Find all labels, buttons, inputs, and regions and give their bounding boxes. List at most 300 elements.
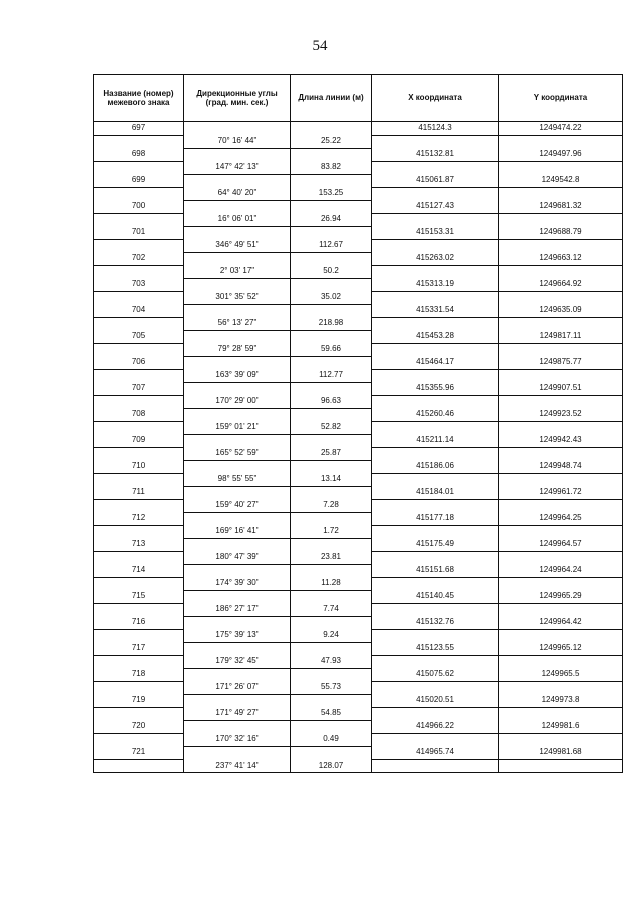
y-coordinate-cell: 1249981.68 <box>499 746 623 759</box>
table-row <box>94 538 623 551</box>
line-length-cell: 112.67 <box>291 239 372 252</box>
point-name-cell: 719 <box>94 694 184 707</box>
y-coordinate-cell: 1249964.25 <box>499 512 623 525</box>
table-row <box>94 187 623 200</box>
point-name-cell: 707 <box>94 382 184 395</box>
y-coordinate-cell: 1249965.29 <box>499 590 623 603</box>
y-coordinate-cell: 1249663.12 <box>499 252 623 265</box>
empty-cell <box>184 746 291 759</box>
x-coordinate-cell: 415123.55 <box>372 642 499 655</box>
y-coordinate-cell: 1249664.92 <box>499 278 623 291</box>
empty-cell <box>372 577 499 590</box>
x-coordinate-cell: 415020.51 <box>372 694 499 707</box>
table-row <box>94 239 623 252</box>
x-coordinate-cell: 415331.54 <box>372 304 499 317</box>
direction-angle-cell: 174° 39' 30" <box>184 577 291 590</box>
empty-cell <box>291 304 372 317</box>
point-name-cell: 720 <box>94 720 184 733</box>
y-coordinate-cell: 1249635.09 <box>499 304 623 317</box>
empty-cell <box>94 759 184 773</box>
direction-angle-cell: 56° 13' 27" <box>184 317 291 330</box>
y-coordinate-cell: 1249961.72 <box>499 486 623 499</box>
x-coordinate-cell: 415153.31 <box>372 226 499 239</box>
x-coordinate-cell: 414965.74 <box>372 746 499 759</box>
direction-angle-cell: 16° 06' 01" <box>184 213 291 226</box>
empty-cell <box>291 226 372 239</box>
direction-angle-cell: 346° 49' 51" <box>184 239 291 252</box>
empty-cell <box>94 499 184 512</box>
table-row <box>94 278 623 291</box>
empty-cell <box>291 356 372 369</box>
point-name-cell: 717 <box>94 642 184 655</box>
table-body <box>94 122 623 773</box>
empty-cell <box>372 473 499 486</box>
y-coordinate-cell: 1249681.32 <box>499 200 623 213</box>
empty-cell <box>291 746 372 759</box>
line-length-cell: 35.02 <box>291 291 372 304</box>
empty-cell <box>94 187 184 200</box>
y-coordinate-cell: 1249923.52 <box>499 408 623 421</box>
point-name-cell: 714 <box>94 564 184 577</box>
empty-cell <box>184 512 291 525</box>
empty-cell <box>372 681 499 694</box>
y-coordinate-cell: 1249497.96 <box>499 148 623 161</box>
empty-cell <box>291 122 372 136</box>
direction-angle-cell: 179° 32' 45" <box>184 655 291 668</box>
line-length-cell: 50.2 <box>291 265 372 278</box>
empty-cell <box>184 200 291 213</box>
table-row <box>94 408 623 421</box>
y-coordinate-cell: 1249942.43 <box>499 434 623 447</box>
empty-cell <box>372 187 499 200</box>
empty-cell <box>94 421 184 434</box>
x-coordinate-cell: 415263.02 <box>372 252 499 265</box>
table-row <box>94 642 623 655</box>
empty-cell <box>291 382 372 395</box>
table-row <box>94 291 623 304</box>
empty-cell <box>184 382 291 395</box>
empty-cell <box>372 759 499 773</box>
table-row <box>94 694 623 707</box>
direction-angle-cell: 70° 16' 44" <box>184 135 291 148</box>
line-length-cell: 153.25 <box>291 187 372 200</box>
x-coordinate-cell: 415211.14 <box>372 434 499 447</box>
point-name-cell: 701 <box>94 226 184 239</box>
empty-cell <box>499 577 623 590</box>
x-coordinate-cell: 415124.3 <box>372 122 499 136</box>
empty-cell <box>291 564 372 577</box>
table-row <box>94 317 623 330</box>
direction-angle-cell: 180° 47' 39" <box>184 551 291 564</box>
table-row <box>94 473 623 486</box>
table-row <box>94 486 623 499</box>
empty-cell <box>184 408 291 421</box>
y-coordinate-cell: 1249964.57 <box>499 538 623 551</box>
point-name-cell: 702 <box>94 252 184 265</box>
empty-cell <box>291 616 372 629</box>
table-row <box>94 174 623 187</box>
table-row <box>94 369 623 382</box>
empty-cell <box>372 655 499 668</box>
empty-cell <box>184 460 291 473</box>
table-row <box>94 603 623 616</box>
empty-cell <box>184 590 291 603</box>
empty-cell <box>94 447 184 460</box>
line-length-cell: 52.82 <box>291 421 372 434</box>
y-coordinate-cell: 1249964.42 <box>499 616 623 629</box>
point-name-cell: 721 <box>94 746 184 759</box>
empty-cell <box>372 213 499 226</box>
line-length-cell: 25.87 <box>291 447 372 460</box>
y-coordinate-cell: 1249875.77 <box>499 356 623 369</box>
empty-cell <box>94 681 184 694</box>
empty-cell <box>372 343 499 356</box>
table-row <box>94 304 623 317</box>
empty-cell <box>499 317 623 330</box>
empty-cell <box>499 655 623 668</box>
table-row <box>94 330 623 343</box>
empty-cell <box>291 278 372 291</box>
empty-cell <box>291 642 372 655</box>
empty-cell <box>94 291 184 304</box>
point-name-cell: 712 <box>94 512 184 525</box>
line-length-cell: 11.28 <box>291 577 372 590</box>
point-name-cell: 716 <box>94 616 184 629</box>
table-row <box>94 499 623 512</box>
empty-cell <box>291 460 372 473</box>
x-coordinate-cell: 415453.28 <box>372 330 499 343</box>
empty-cell <box>499 759 623 773</box>
table-row <box>94 382 623 395</box>
empty-cell <box>291 720 372 733</box>
point-name-cell: 706 <box>94 356 184 369</box>
empty-cell <box>499 343 623 356</box>
y-coordinate-cell: 1249948.74 <box>499 460 623 473</box>
x-coordinate-cell: 415355.96 <box>372 382 499 395</box>
empty-cell <box>499 161 623 174</box>
direction-angle-cell: 170° 29' 00" <box>184 395 291 408</box>
point-name-cell: 708 <box>94 408 184 421</box>
table-row <box>94 421 623 434</box>
y-coordinate-cell: 1249474.22 <box>499 122 623 136</box>
x-coordinate-cell: 415313.19 <box>372 278 499 291</box>
point-name-cell: 710 <box>94 460 184 473</box>
empty-cell <box>499 707 623 720</box>
x-coordinate-cell: 415132.76 <box>372 616 499 629</box>
empty-cell <box>291 330 372 343</box>
empty-cell <box>499 447 623 460</box>
direction-angle-cell: 163° 39' 09" <box>184 369 291 382</box>
table-row <box>94 447 623 460</box>
line-length-cell: 1.72 <box>291 525 372 538</box>
empty-cell <box>372 603 499 616</box>
empty-cell <box>184 694 291 707</box>
point-name-cell: 705 <box>94 330 184 343</box>
direction-angle-cell: 147° 42' 13" <box>184 161 291 174</box>
table-row <box>94 759 623 773</box>
line-length-cell: 23.81 <box>291 551 372 564</box>
empty-cell <box>94 629 184 642</box>
table-row <box>94 226 623 239</box>
empty-cell <box>291 486 372 499</box>
x-coordinate-cell: 415186.06 <box>372 460 499 473</box>
line-length-cell: 26.94 <box>291 213 372 226</box>
empty-cell <box>372 317 499 330</box>
empty-cell <box>184 330 291 343</box>
table-row <box>94 746 623 759</box>
empty-cell <box>499 499 623 512</box>
empty-cell <box>94 265 184 278</box>
empty-cell <box>499 187 623 200</box>
empty-cell <box>499 213 623 226</box>
y-coordinate-cell: 1249542.8 <box>499 174 623 187</box>
empty-cell <box>499 135 623 148</box>
header-point-name: Название (номер) межевого знака <box>94 75 184 122</box>
empty-cell <box>372 239 499 252</box>
point-name-cell: 699 <box>94 174 184 187</box>
y-coordinate-cell: 1249964.24 <box>499 564 623 577</box>
header-direction-angle: Дирекционные углы (град. мин. сек.) <box>184 75 291 122</box>
table-row <box>94 616 623 629</box>
direction-angle-cell: 175° 39' 13" <box>184 629 291 642</box>
point-name-cell: 715 <box>94 590 184 603</box>
table-row <box>94 343 623 356</box>
direction-angle-cell: 2° 03' 17" <box>184 265 291 278</box>
direction-angle-cell: 98° 55' 55" <box>184 473 291 486</box>
y-coordinate-cell: 1249981.6 <box>499 720 623 733</box>
x-coordinate-cell: 415464.17 <box>372 356 499 369</box>
point-name-cell: 697 <box>94 122 184 136</box>
direction-angle-cell: 171° 49' 27" <box>184 707 291 720</box>
table-row <box>94 668 623 681</box>
table-row <box>94 148 623 161</box>
empty-cell <box>499 291 623 304</box>
table-header-row <box>94 75 623 122</box>
point-name-cell: 711 <box>94 486 184 499</box>
empty-cell <box>372 135 499 148</box>
empty-cell <box>94 395 184 408</box>
empty-cell <box>184 642 291 655</box>
empty-cell <box>184 304 291 317</box>
empty-cell <box>372 421 499 434</box>
empty-cell <box>372 707 499 720</box>
y-coordinate-cell: 1249965.5 <box>499 668 623 681</box>
empty-cell <box>372 369 499 382</box>
empty-cell <box>94 473 184 486</box>
empty-cell <box>372 265 499 278</box>
header-x-coordinate: X координата <box>372 75 499 122</box>
empty-cell <box>372 551 499 564</box>
empty-cell <box>184 486 291 499</box>
empty-cell <box>372 629 499 642</box>
empty-cell <box>94 577 184 590</box>
line-length-cell: 7.74 <box>291 603 372 616</box>
boundary-coordinates-table <box>93 74 623 773</box>
empty-cell <box>372 291 499 304</box>
line-length-cell: 83.82 <box>291 161 372 174</box>
header-line-length: Длина линии (м) <box>291 75 372 122</box>
empty-cell <box>499 395 623 408</box>
empty-cell <box>94 655 184 668</box>
empty-cell <box>499 525 623 538</box>
direction-angle-cell: 159° 01' 21" <box>184 421 291 434</box>
empty-cell <box>291 252 372 265</box>
empty-cell <box>499 629 623 642</box>
direction-angle-cell: 64° 40' 20" <box>184 187 291 200</box>
table-row <box>94 200 623 213</box>
table-row <box>94 655 623 668</box>
page-number: 54 <box>312 38 328 54</box>
line-length-cell: 55.73 <box>291 681 372 694</box>
empty-cell <box>291 512 372 525</box>
empty-cell <box>499 603 623 616</box>
direction-angle-cell: 301° 35' 52" <box>184 291 291 304</box>
empty-cell <box>372 525 499 538</box>
table-row <box>94 733 623 746</box>
table-row <box>94 564 623 577</box>
table-row <box>94 135 623 148</box>
empty-cell <box>184 174 291 187</box>
table-row <box>94 265 623 278</box>
empty-cell <box>184 668 291 681</box>
empty-cell <box>94 369 184 382</box>
point-name-cell: 704 <box>94 304 184 317</box>
empty-cell <box>372 161 499 174</box>
direction-angle-cell: 171° 26' 07" <box>184 681 291 694</box>
empty-cell <box>184 538 291 551</box>
table-row <box>94 707 623 720</box>
empty-cell <box>499 733 623 746</box>
x-coordinate-cell: 415140.45 <box>372 590 499 603</box>
y-coordinate-cell: 1249973.8 <box>499 694 623 707</box>
empty-cell <box>94 317 184 330</box>
empty-cell <box>372 499 499 512</box>
empty-cell <box>291 408 372 421</box>
empty-cell <box>184 616 291 629</box>
table-row <box>94 577 623 590</box>
x-coordinate-cell: 415175.49 <box>372 538 499 551</box>
line-length-cell: 54.85 <box>291 707 372 720</box>
empty-cell <box>372 733 499 746</box>
table-row <box>94 434 623 447</box>
empty-cell <box>184 278 291 291</box>
direction-angle-cell: 165° 52' 59" <box>184 447 291 460</box>
empty-cell <box>499 239 623 252</box>
point-name-cell: 718 <box>94 668 184 681</box>
x-coordinate-cell: 415132.81 <box>372 148 499 161</box>
table-row <box>94 356 623 369</box>
table-row <box>94 252 623 265</box>
y-coordinate-cell: 1249817.11 <box>499 330 623 343</box>
table-row <box>94 460 623 473</box>
empty-cell <box>184 252 291 265</box>
point-name-cell: 713 <box>94 538 184 551</box>
table-row <box>94 551 623 564</box>
direction-angle-cell: 159° 40' 27" <box>184 499 291 512</box>
point-name-cell: 698 <box>94 148 184 161</box>
direction-angle-cell: 169° 16' 41" <box>184 525 291 538</box>
line-length-cell: 112.77 <box>291 369 372 382</box>
header-y-coordinate: Y координата <box>499 75 623 122</box>
empty-cell <box>94 525 184 538</box>
empty-cell <box>291 174 372 187</box>
line-length-cell: 47.93 <box>291 655 372 668</box>
x-coordinate-cell: 415177.18 <box>372 512 499 525</box>
table-row <box>94 213 623 226</box>
x-coordinate-cell: 415260.46 <box>372 408 499 421</box>
point-name-cell: 709 <box>94 434 184 447</box>
empty-cell <box>94 239 184 252</box>
line-length-cell: 25.22 <box>291 135 372 148</box>
line-length-cell: 128.07 <box>291 759 372 773</box>
empty-cell <box>499 369 623 382</box>
empty-cell <box>184 564 291 577</box>
x-coordinate-cell: 415151.68 <box>372 564 499 577</box>
empty-cell <box>184 226 291 239</box>
x-coordinate-cell: 415184.01 <box>372 486 499 499</box>
x-coordinate-cell: 415075.62 <box>372 668 499 681</box>
empty-cell <box>499 421 623 434</box>
x-coordinate-cell: 415127.43 <box>372 200 499 213</box>
line-length-cell: 13.14 <box>291 473 372 486</box>
empty-cell <box>499 681 623 694</box>
empty-cell <box>184 356 291 369</box>
table-row <box>94 681 623 694</box>
empty-cell <box>184 720 291 733</box>
empty-cell <box>291 694 372 707</box>
empty-cell <box>499 473 623 486</box>
empty-cell <box>184 434 291 447</box>
empty-cell <box>94 733 184 746</box>
empty-cell <box>94 161 184 174</box>
table-row <box>94 590 623 603</box>
table-row <box>94 629 623 642</box>
line-length-cell: 59.66 <box>291 343 372 356</box>
empty-cell <box>94 707 184 720</box>
empty-cell <box>291 434 372 447</box>
line-length-cell: 0.49 <box>291 733 372 746</box>
table-row <box>94 720 623 733</box>
empty-cell <box>291 538 372 551</box>
table-row <box>94 161 623 174</box>
empty-cell <box>94 213 184 226</box>
empty-cell <box>184 148 291 161</box>
empty-cell <box>291 590 372 603</box>
empty-cell <box>184 122 291 136</box>
line-length-cell: 9.24 <box>291 629 372 642</box>
empty-cell <box>372 395 499 408</box>
empty-cell <box>291 200 372 213</box>
line-length-cell: 96.63 <box>291 395 372 408</box>
empty-cell <box>291 148 372 161</box>
direction-angle-cell: 170° 32' 16" <box>184 733 291 746</box>
y-coordinate-cell: 1249688.79 <box>499 226 623 239</box>
y-coordinate-cell: 1249965.12 <box>499 642 623 655</box>
x-coordinate-cell: 414966.22 <box>372 720 499 733</box>
table-row <box>94 512 623 525</box>
empty-cell <box>499 265 623 278</box>
empty-cell <box>291 668 372 681</box>
empty-cell <box>94 551 184 564</box>
table-row <box>94 525 623 538</box>
empty-cell <box>499 551 623 564</box>
direction-angle-cell: 237° 41' 14" <box>184 759 291 773</box>
direction-angle-cell: 186° 27' 17" <box>184 603 291 616</box>
line-length-cell: 7.28 <box>291 499 372 512</box>
table-row <box>94 395 623 408</box>
table-row <box>94 122 623 136</box>
empty-cell <box>94 135 184 148</box>
